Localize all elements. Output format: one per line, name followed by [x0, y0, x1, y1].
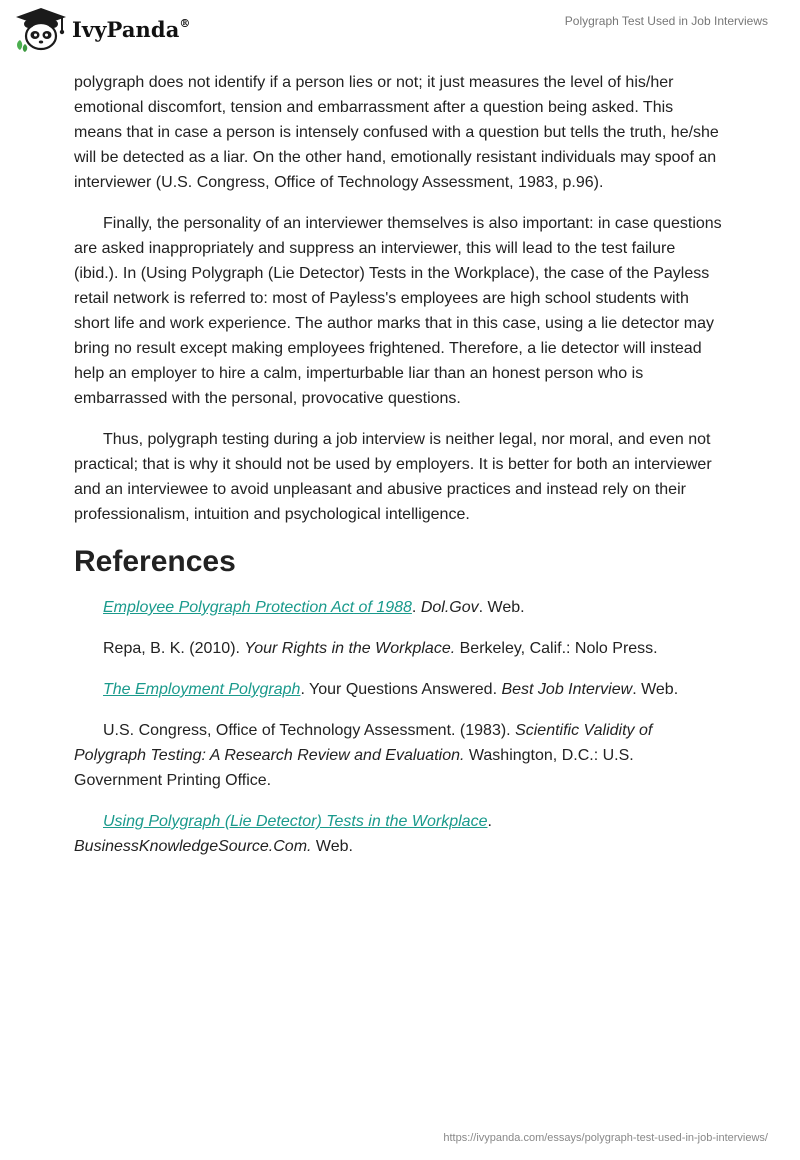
reference-item: The Employment Polygraph. Your Questions Answered. Best Job Interview. Web.: [103, 681, 679, 698]
ivypanda-logo[interactable]: [14, 6, 191, 52]
brand-name: IvyPanda®: [72, 16, 191, 42]
source-url[interactable]: https://ivypanda.com/essays/polygraph-test-used-in-job-interviews/: [443, 1132, 768, 1144]
paragraph-1: polygraph does not identify if a person lies or not; it just measures the level of his/her emotional discomfort, tension and embarrassment after a question being asked. This means that in case a person is intensely confused with a question but tells the truth, he/she will be detected as a liar. On the other hand, emotionally resistant individuals may spoof an interviewer (U.S. Congress, Office of Technology Assessment, 1983, p.96).: [74, 74, 719, 191]
reference-item: U.S. Congress, Office of Technology Assessment. (1983). Scientific Validity of Polygraph Testing: A Research Review and Evaluation. Washington, D.C.: U.S. Government Printing Office.: [74, 722, 653, 789]
reference-link[interactable]: Using Polygraph (Lie Detector) Tests in the Workplace: [103, 813, 488, 830]
reference-item: Using Polygraph (Lie Detector) Tests in the Workplace. BusinessKnowledgeSource.Com. Web.: [74, 813, 492, 855]
document-title: Polygraph Test Used in Job Interviews: [564, 14, 768, 28]
reference-link[interactable]: The Employment Polygraph: [103, 681, 301, 698]
references-heading: References: [74, 545, 236, 578]
reference-item: Employee Polygraph Protection Act of 1988. Dol.Gov. Web.: [103, 599, 525, 616]
paragraph-2: Finally, the personality of an interviewer themselves is also important: in case questions are asked inappropriately and suppress an interviewer, this will lead to the test failure (ibid.). In (Using Polygraph (Lie Detector) Tests in the Workplace), the case of the Payless retail network is referred to: most of Payless's employees are high school students with short life and work experience. The author marks that in this case, using a lie detector may bring no result except making employees frightened. Therefore, a lie detector will instead help an employer to hire a calm, imperturbable liar than an honest person who is embarrassed with the personal, provocative questions.: [74, 215, 722, 407]
reference-item: Repa, B. K. (2010). Your Rights in the Workplace. Berkeley, Calif.: Nolo Press.: [103, 640, 658, 657]
paragraph-3: Thus, polygraph testing during a job interview is neither legal, nor moral, and even not practical; that is why it should not be used by employers. It is better for both an interviewer and an interviewee to avoid unpleasant and abusive practices and instead rely on their professionalism, intuition and psychological intelligence.: [74, 431, 712, 523]
page-header: [0, 0, 800, 64]
reference-link[interactable]: Employee Polygraph Protection Act of 1988: [103, 599, 412, 616]
essay-content: [74, 70, 724, 875]
panda-graduate-icon: [14, 6, 68, 52]
